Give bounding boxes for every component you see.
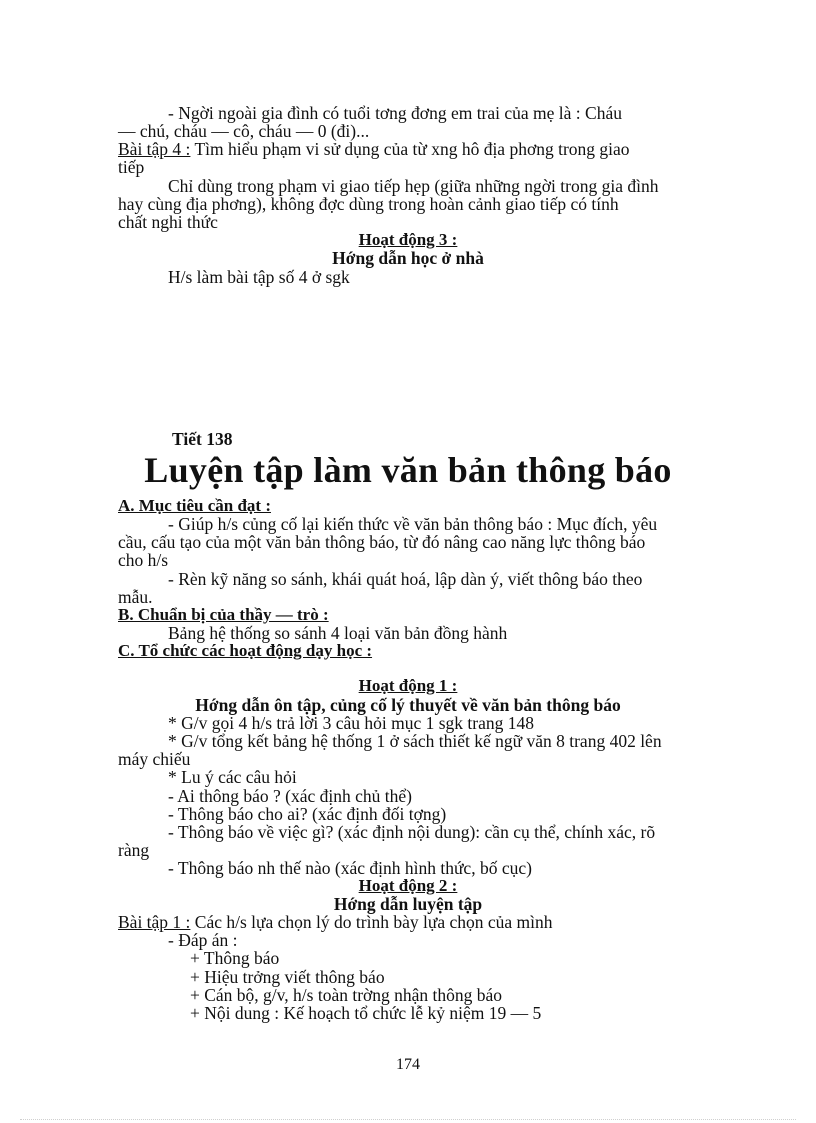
- section-b-heading: B. Chuẩn bị của thầy — trò :: [118, 605, 329, 624]
- text-line: — chú, cháu — cô, cháu — 0 (đi)...: [118, 121, 370, 141]
- exercise-4-label: Bài tập 4 :: [118, 139, 191, 159]
- exercise-4-line: [118, 140, 630, 158]
- activity-1-title: Hoạt động 1 :: [358, 676, 458, 695]
- page-bottom-divider: [20, 1119, 796, 1120]
- activity-3-subtitle: Hớng dẫn học ở nhà: [332, 248, 484, 268]
- lesson-number: Tiết 138: [172, 429, 233, 449]
- list-item: + Thông báo: [190, 948, 280, 968]
- text-line: - Giúp h/s củng cố lại kiến thức về văn bản thông báo : Mục đích, yêu: [168, 514, 658, 534]
- text-line: chất nghi thức: [118, 212, 218, 232]
- page-number: 174: [396, 1056, 420, 1073]
- text-line: máy chiếu: [118, 749, 191, 769]
- text-line: * G/v tổng kết bảng hệ thống 1 ở sách thiết kế ngữ văn 8 trang 402 lên: [168, 731, 662, 751]
- activity-2-title: Hoạt động 2 :: [358, 876, 458, 895]
- text-line: H/s làm bài tập số 4 ở sgk: [168, 267, 350, 287]
- text-line: Bảng hệ thống so sánh 4 loại văn bản đồng hành: [168, 623, 508, 643]
- text-line: mẫu.: [118, 587, 153, 607]
- text-line: - Đáp án :: [168, 930, 238, 950]
- text-line: * Lu ý các câu hỏi: [168, 767, 297, 787]
- text-line: - Thông báo về việc gì? (xác định nội dung): cần cụ thể, chính xác, rõ: [168, 822, 656, 842]
- exercise-1-text: Các h/s lựa chọn lý do trình bày lựa chọn của mình: [190, 912, 553, 932]
- list-item: + Cán bộ, g/v, h/s toàn trờng nhận thông báo: [190, 985, 503, 1005]
- exercise-1-label: Bài tập 1 :: [118, 912, 191, 932]
- section-a-heading: A. Mục tiêu cần đạt :: [118, 496, 271, 515]
- list-item: + Nội dung : Kế hoạch tổ chức lễ kỷ niệm 19 — 5: [190, 1003, 542, 1023]
- text-line: ràng: [118, 840, 150, 860]
- text-line: - Thông báo nh thế nào (xác định hình thức, bố cục): [168, 858, 532, 878]
- text-line: - Rèn kỹ năng so sánh, khái quát hoá, lập dàn ý, viết thông báo theo: [168, 569, 643, 589]
- text-line: cầu, cấu tạo của một văn bản thông báo, từ đó nâng cao năng lực thông báo: [118, 532, 646, 552]
- text-line: - Ngời ngoài gia đình có tuổi tơng đơng em trai của mẹ là : Cháu: [168, 103, 622, 123]
- text-line: tiếp: [118, 157, 145, 177]
- activity-1-subtitle: Hớng dẫn ôn tập, củng cố lý thuyết về văn bản thông báo: [195, 695, 621, 715]
- exercise-1-line: [118, 913, 553, 931]
- text-line: Chỉ dùng trong phạm vi giao tiếp hẹp (giữa những ngời trong gia đình: [168, 176, 659, 196]
- section-c-heading: C. Tổ chức các hoạt động dạy học :: [118, 641, 373, 660]
- text-line: - Ai thông báo ? (xác định chủ thể): [168, 786, 412, 806]
- text-line: cho h/s: [118, 550, 169, 570]
- lesson-title: Luyện tập làm văn bản thông báo: [144, 450, 672, 490]
- text-line: hay cùng địa phơng), không đợc dùng trong hoàn cảnh giao tiếp có tính: [118, 194, 619, 214]
- exercise-4-text: Tìm hiểu phạm vi sử dụng của từ xng hô địa phơng trong giao: [190, 139, 630, 159]
- activity-3-title: Hoạt động 3 :: [358, 230, 458, 249]
- list-item: + Hiệu trởng viết thông báo: [190, 967, 385, 987]
- activity-2-subtitle: Hớng dẫn luyện tập: [333, 894, 483, 914]
- text-line: * G/v gọi 4 h/s trả lời 3 câu hỏi mục 1 sgk trang 148: [168, 713, 535, 733]
- text-line: - Thông báo cho ai? (xác định đối tợng): [168, 804, 447, 824]
